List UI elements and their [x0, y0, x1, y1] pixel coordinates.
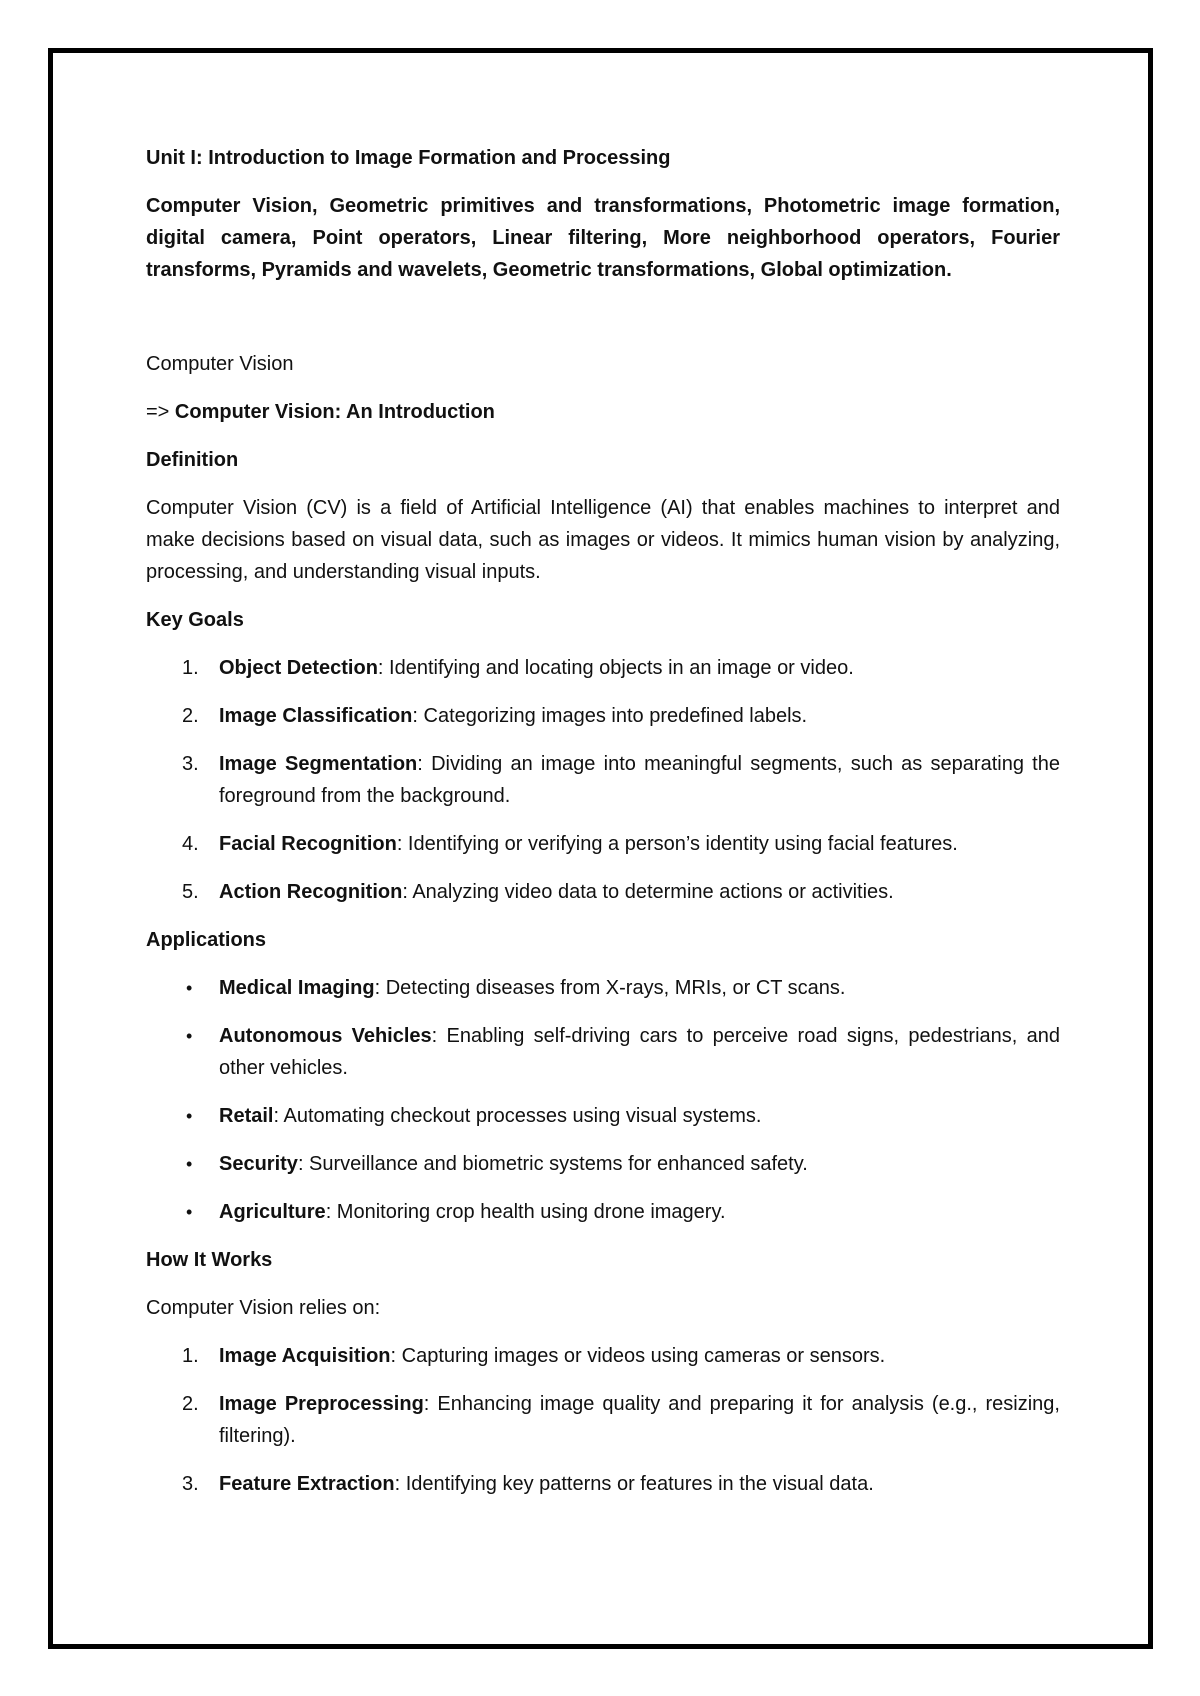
list-item — [146, 1468, 1060, 1500]
unit-title: Unit I: Introduction to Image Formation and Processing — [146, 147, 671, 169]
goal-term: Facial Recognition — [219, 833, 397, 855]
application-term: Agriculture — [219, 1201, 326, 1223]
how-it-works-intro: Computer Vision relies on: — [146, 1297, 381, 1319]
list-item — [146, 1196, 1060, 1228]
bullet-icon: • — [186, 1026, 193, 1046]
application-term: Autonomous Vehicles — [219, 1025, 432, 1047]
application-description: : Monitoring crop health using drone imagery. — [325, 1201, 726, 1223]
definition-heading: Definition — [146, 449, 239, 471]
arrow-prefix: => — [146, 401, 170, 423]
application-description: : Enabling self-driving cars to perceive road signs, pedestrians, and other vehicles. — [219, 1025, 1060, 1079]
list-item — [146, 1340, 1060, 1372]
goal-term: Image Segmentation — [219, 753, 418, 775]
definition-text: Computer Vision (CV) is a field of Artificial Intelligence (AI) that enables machines to interpret and make decisions based on visual data, such as images or videos. It mimics human vision by analyzing, processing, and understanding visual inputs. — [146, 497, 1060, 583]
goal-term: Object Detection — [219, 657, 378, 679]
list-item — [146, 652, 1060, 684]
list-number: 2. — [182, 705, 199, 727]
list-item — [146, 876, 1060, 908]
document-body — [146, 142, 1060, 1516]
goal-term: Action Recognition — [219, 881, 403, 903]
step-description: : Enhancing image quality and preparing it for analysis (e.g., resizing, filtering). — [219, 1393, 1060, 1447]
application-term: Security — [219, 1153, 298, 1175]
list-item — [146, 1388, 1060, 1452]
goal-description: : Identifying or verifying a person’s identity using facial features. — [396, 833, 958, 855]
list-number: 2. — [182, 1393, 199, 1415]
application-description: : Detecting diseases from X-rays, MRIs, or CT scans. — [374, 977, 846, 999]
application-description: : Automating checkout processes using visual systems. — [273, 1105, 762, 1127]
application-term: Retail — [219, 1105, 274, 1127]
step-term: Image Acquisition — [219, 1345, 391, 1367]
list-number: 3. — [182, 753, 199, 775]
step-term: Image Preprocessing — [219, 1393, 424, 1415]
topic-label: Computer Vision — [146, 353, 294, 375]
key-goals-list — [146, 652, 1060, 908]
list-number: 1. — [182, 1345, 199, 1367]
list-number: 5. — [182, 881, 199, 903]
list-item — [146, 972, 1060, 1004]
goal-description: : Categorizing images into predefined labels. — [412, 705, 808, 727]
step-term: Feature Extraction — [219, 1473, 395, 1495]
goal-description: : Dividing an image into meaningful segments, such as separating the foreground from the background. — [219, 753, 1060, 807]
bullet-icon: • — [186, 978, 193, 998]
list-item — [146, 828, 1060, 860]
list-number: 1. — [182, 657, 199, 679]
applications-heading: Applications — [146, 929, 267, 951]
application-term: Medical Imaging — [219, 977, 375, 999]
intro-subtitle — [146, 396, 1060, 428]
goal-description: : Identifying and locating objects in an image or video. — [377, 657, 854, 679]
goal-term: Image Classification — [219, 705, 413, 727]
list-number: 4. — [182, 833, 199, 855]
applications-list — [146, 972, 1060, 1228]
list-item — [146, 1020, 1060, 1084]
application-description: : Surveillance and biometric systems for enhanced safety. — [297, 1153, 808, 1175]
step-description: : Identifying key patterns or features in the visual data. — [394, 1473, 874, 1495]
how-it-works-heading: How It Works — [146, 1249, 273, 1271]
intro-subtitle-text: Computer Vision: An Introduction — [174, 401, 495, 423]
list-number: 3. — [182, 1473, 199, 1495]
bullet-icon: • — [186, 1106, 193, 1126]
step-description: : Capturing images or videos using cameras or sensors. — [390, 1345, 886, 1367]
key-goals-heading: Key Goals — [146, 609, 244, 631]
list-item — [146, 1100, 1060, 1132]
bullet-icon: • — [186, 1202, 193, 1222]
how-it-works-list — [146, 1340, 1060, 1500]
goal-description: : Analyzing video data to determine actions or activities. — [402, 881, 894, 903]
syllabus-topics: Computer Vision, Geometric primitives and transformations, Photometric image formation, digital camera, Point operators, Linear filtering, More neighborhood operators, Fourier transforms, Pyramids and wavelets, Geometric transformations, Global optimization. — [146, 195, 1060, 281]
list-item — [146, 700, 1060, 732]
list-item — [146, 1148, 1060, 1180]
list-item — [146, 748, 1060, 812]
bullet-icon: • — [186, 1154, 193, 1174]
